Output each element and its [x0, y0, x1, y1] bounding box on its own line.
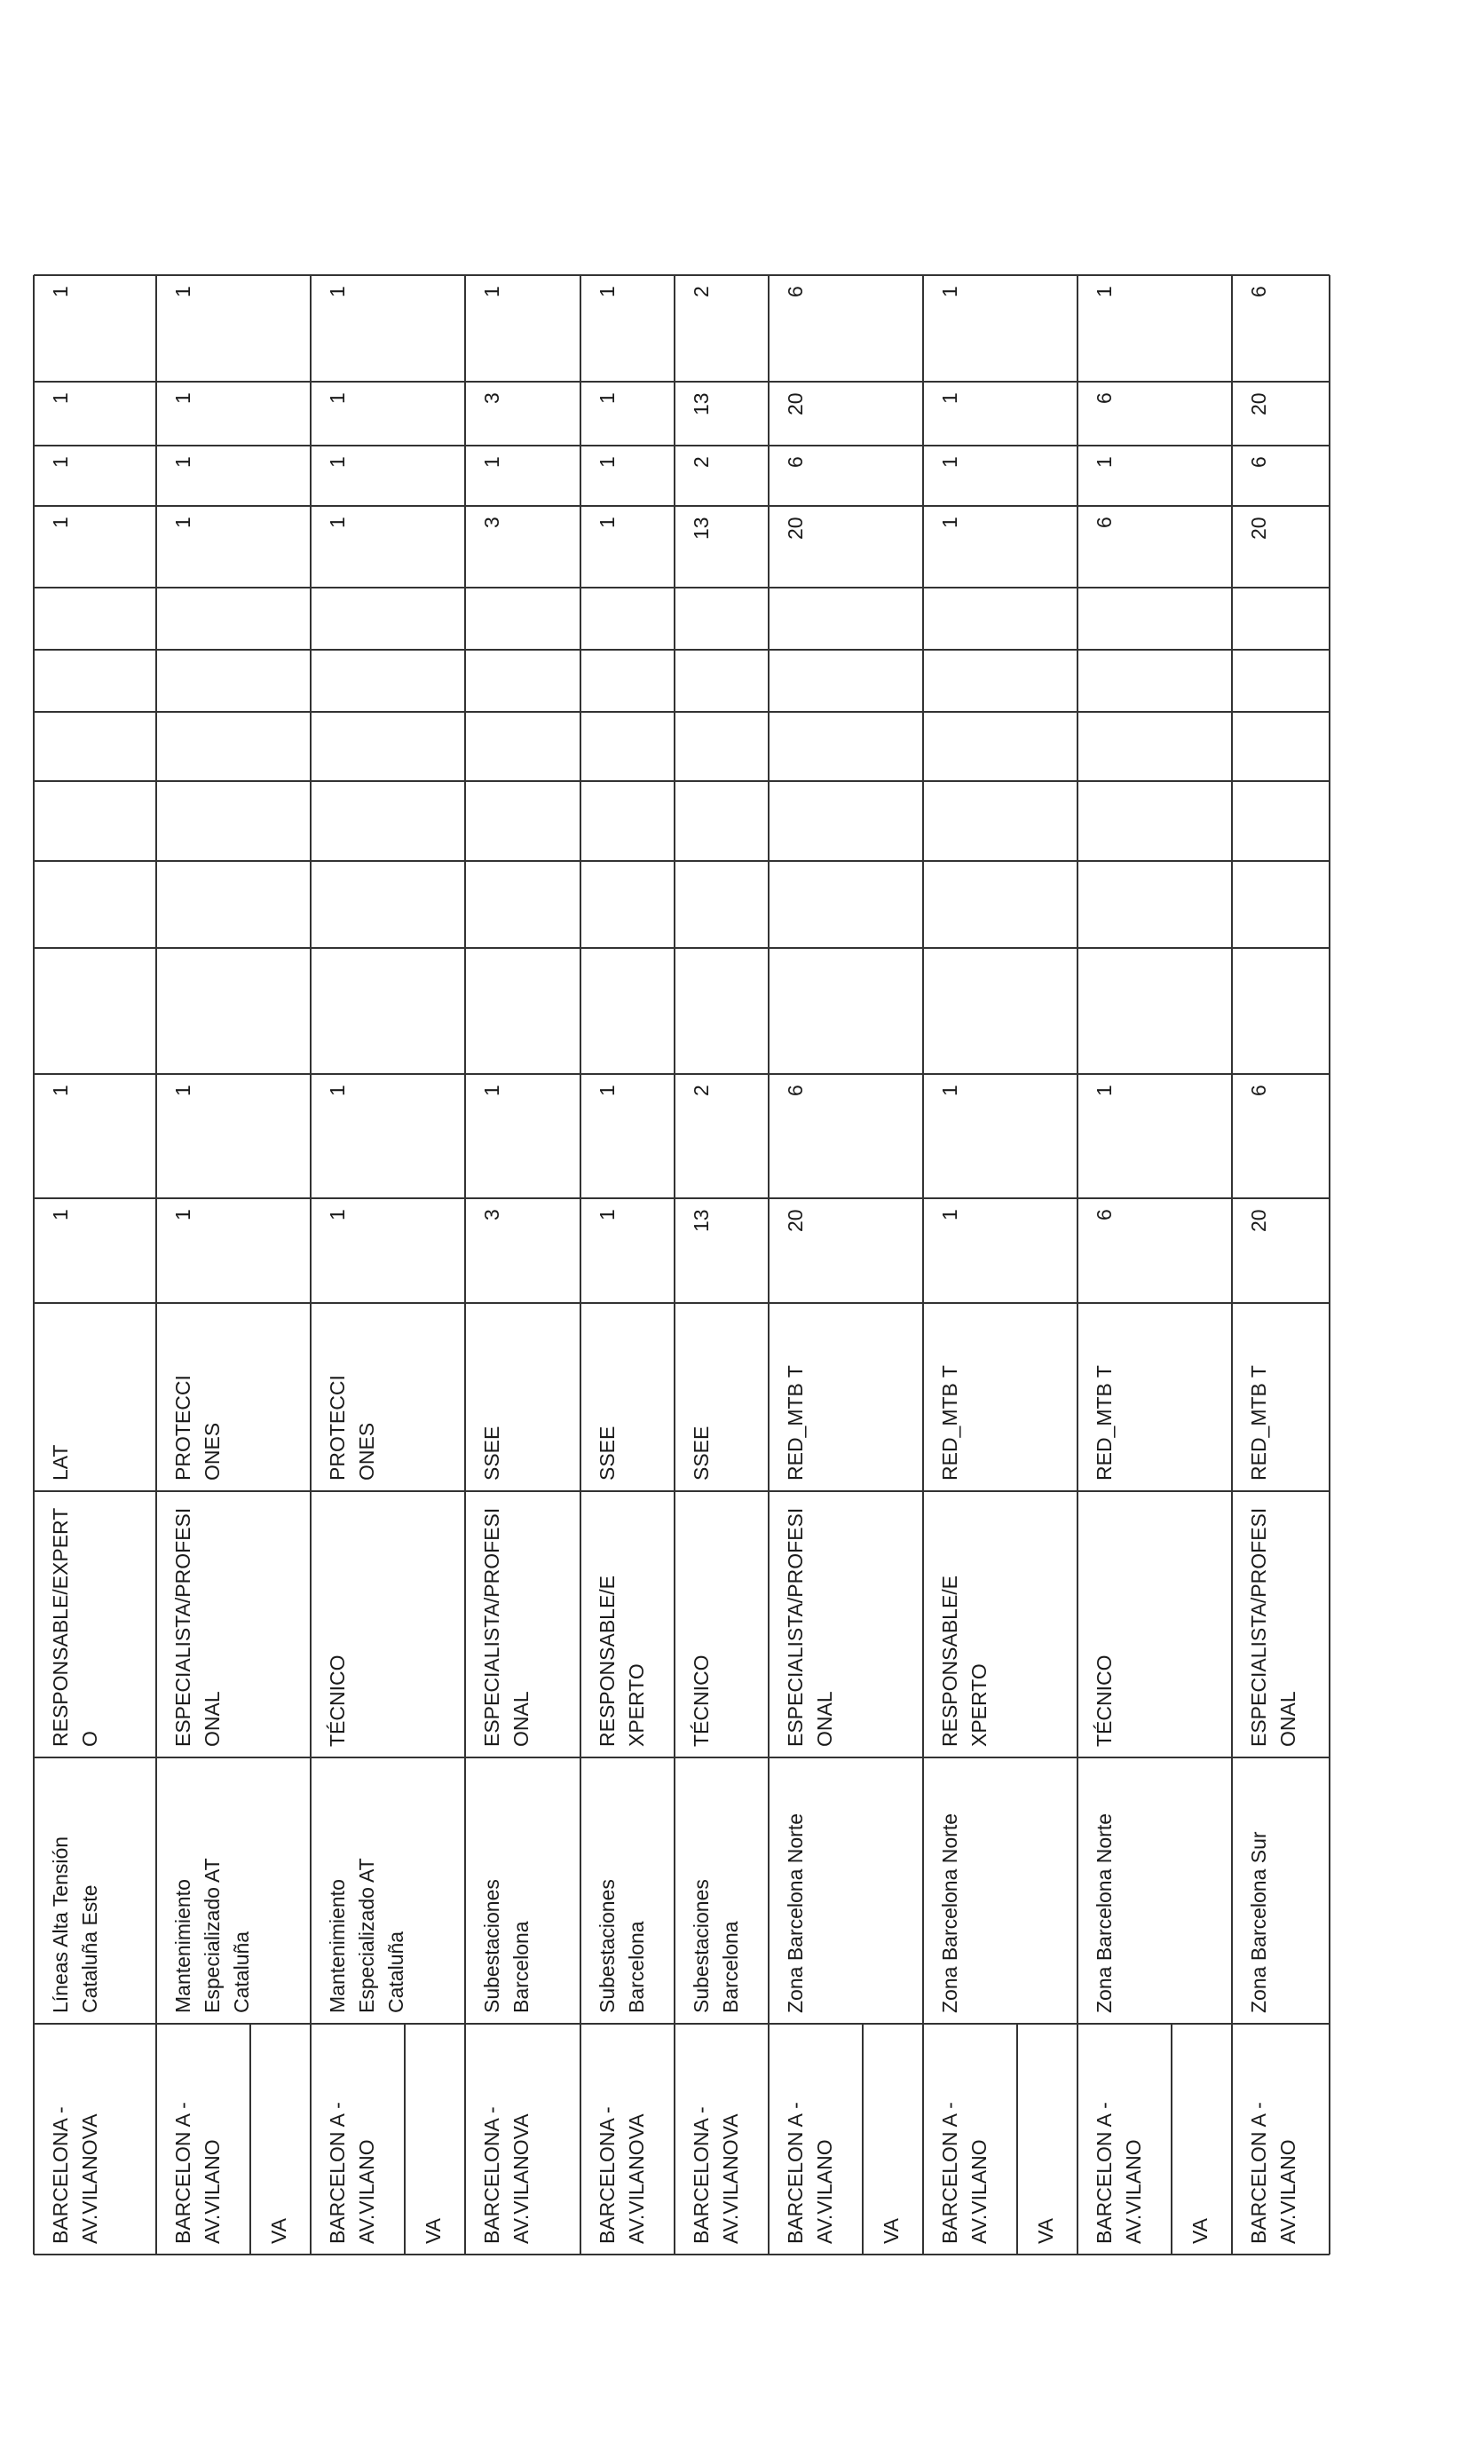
- row-rule-9: [1231, 275, 1233, 2255]
- cell-t1-text: 1: [171, 517, 194, 528]
- cell-area-text: PROTECCI ONES: [326, 1375, 378, 1481]
- cell-location-text: BARCELON A - AV.VILANO: [1093, 2102, 1145, 2244]
- cell-n1-text: 1: [171, 1209, 194, 1220]
- cell-t4-text: 1: [326, 286, 349, 297]
- cell-n2-text: 1: [49, 1085, 72, 1096]
- column-rule-0: [34, 2254, 1330, 2255]
- cell-t4-text: 6: [1247, 286, 1270, 297]
- column-rule-15: [34, 381, 1330, 383]
- row-rule-8: [1077, 275, 1078, 2255]
- subrow-rule-2: [404, 2024, 406, 2255]
- cell-t2-text: 1: [596, 456, 619, 468]
- cell-unit-text: Mantenimiento Especializado AT Cataluña: [171, 1858, 253, 2013]
- cell-unit-text: Zona Barcelona Norte: [784, 1812, 807, 2013]
- subrow-rule-8: [1171, 2024, 1172, 2255]
- cell-n1-text: 1: [596, 1209, 619, 1220]
- cell-location-text: BARCELONA - AV.VILANOVA: [49, 2106, 101, 2244]
- cell-area-text: RED_MTB T: [1247, 1365, 1270, 1481]
- cell-area-text: RED_MTB T: [938, 1365, 961, 1481]
- cell-t4-text: 2: [690, 286, 713, 297]
- cell-t2-text: 1: [480, 456, 503, 468]
- cell-t1-text: 1: [326, 517, 349, 528]
- cell-t3-text: 1: [171, 392, 194, 404]
- cell-area-text: SSEE: [596, 1425, 619, 1481]
- cell-t3-text: 13: [690, 392, 713, 415]
- cell-unit-text: Subestaciones Barcelona: [596, 1879, 648, 2013]
- row-rule-10: [1329, 275, 1330, 2255]
- cell-role-text: TÉCNICO: [1093, 1655, 1116, 1747]
- cell-n2-text: 6: [784, 1085, 807, 1096]
- cell-t3-text: 6: [1093, 392, 1116, 404]
- cell-area-text: RED_MTB T: [784, 1365, 807, 1481]
- cell-location-text: BARCELON A - AV.VILANO: [1247, 2102, 1299, 2244]
- cell-t4-text: 1: [49, 286, 72, 297]
- row-rule-5: [674, 275, 675, 2255]
- cell-t2-text: 6: [1247, 456, 1270, 468]
- column-rule-14: [34, 445, 1330, 446]
- column-rule-6: [34, 1073, 1330, 1075]
- cell-t3-text: 20: [784, 392, 807, 415]
- row-rule-7: [922, 275, 924, 2255]
- cell-t1-text: 1: [49, 517, 72, 528]
- cell-t3-text: 1: [49, 392, 72, 404]
- cell-t2-text: 1: [49, 456, 72, 468]
- row-rule-2: [310, 275, 312, 2255]
- cell-n1-text: 1: [938, 1209, 961, 1220]
- cell-t2-text: 6: [784, 456, 807, 468]
- cell-t2-text: 2: [690, 456, 713, 468]
- cell-t4-text: 1: [938, 286, 961, 297]
- cell-t3-text: 1: [596, 392, 619, 404]
- row-rule-6: [768, 275, 770, 2255]
- subrow-rule-6: [862, 2024, 864, 2255]
- cell-role-text: ESPECIALISTA/PROFESI ONAL: [480, 1507, 533, 1747]
- cell-t2-text: 1: [171, 456, 194, 468]
- cell-location-text: BARCELONA - AV.VILANOVA: [690, 2106, 742, 2244]
- cell-t1-text: 1: [596, 517, 619, 528]
- subrow-rule-1: [249, 2024, 251, 2255]
- cell-unit-text: Líneas Alta Tensión Cataluña Este: [49, 1836, 101, 2013]
- cell-area-text: LAT: [49, 1444, 72, 1481]
- cell-area-text: SSEE: [690, 1425, 713, 1481]
- cell-unit-text: Zona Barcelona Norte: [938, 1812, 961, 2013]
- cell-location-extra-text: VA: [1188, 2218, 1212, 2244]
- subrow-rule-7: [1016, 2024, 1018, 2255]
- cell-location-extra-text: VA: [880, 2218, 903, 2244]
- cell-location-text: BARCELONA - AV.VILANOVA: [480, 2106, 533, 2244]
- column-rule-10: [34, 711, 1330, 713]
- cell-role-text: ESPECIALISTA/PROFESI ONAL: [171, 1507, 224, 1747]
- column-rule-16: [34, 274, 1330, 276]
- cell-n1-text: 20: [784, 1209, 807, 1232]
- column-rule-9: [34, 780, 1330, 782]
- cell-location-extra-text: VA: [1034, 2218, 1057, 2244]
- cell-role-text: TÉCNICO: [690, 1655, 713, 1747]
- cell-t4-text: 6: [784, 286, 807, 297]
- cell-t1-text: 20: [1247, 517, 1270, 540]
- cell-n2-text: 1: [596, 1085, 619, 1096]
- cell-location-text: BARCELON A - AV.VILANO: [938, 2102, 991, 2244]
- column-rule-13: [34, 505, 1330, 507]
- cell-t3-text: 3: [480, 392, 503, 404]
- cell-n1-text: 13: [690, 1209, 713, 1232]
- column-rule-5: [34, 1197, 1330, 1199]
- row-rule-3: [464, 275, 466, 2255]
- cell-n2-text: 1: [938, 1085, 961, 1096]
- cell-unit-text: Zona Barcelona Sur: [1247, 1831, 1270, 2013]
- column-rule-12: [34, 587, 1330, 588]
- cell-location-text: BARCELON A - AV.VILANO: [171, 2102, 224, 2244]
- cell-n2-text: 6: [1247, 1085, 1270, 1096]
- cell-t1-text: 20: [784, 517, 807, 540]
- cell-t1-text: 3: [480, 517, 503, 528]
- cell-t4-text: 1: [596, 286, 619, 297]
- cell-n1-text: 3: [480, 1209, 503, 1220]
- column-rule-1: [34, 2023, 1330, 2025]
- row-rule-0: [33, 275, 35, 2255]
- column-rule-8: [34, 860, 1330, 862]
- cell-n1-text: 6: [1093, 1209, 1116, 1220]
- cell-n1-text: 20: [1247, 1209, 1270, 1232]
- cell-location-text: BARCELONA - AV.VILANOVA: [596, 2106, 648, 2244]
- cell-t3-text: 1: [938, 392, 961, 404]
- cell-unit-text: Subestaciones Barcelona: [480, 1879, 533, 2013]
- cell-t2-text: 1: [1093, 456, 1116, 468]
- cell-t4-text: 1: [480, 286, 503, 297]
- cell-t3-text: 1: [326, 392, 349, 404]
- cell-area-text: PROTECCI ONES: [171, 1375, 224, 1481]
- column-rule-3: [34, 1490, 1330, 1492]
- cell-role-text: RESPONSABLE/E XPERTO: [596, 1575, 648, 1747]
- cell-t3-text: 20: [1247, 392, 1270, 415]
- cell-role-text: ESPECIALISTA/PROFESI ONAL: [1247, 1507, 1299, 1747]
- cell-unit-text: Mantenimiento Especializado AT Cataluña: [326, 1858, 407, 2013]
- cell-role-text: TÉCNICO: [326, 1655, 349, 1747]
- cell-n2-text: 1: [171, 1085, 194, 1096]
- cell-n1-text: 1: [49, 1209, 72, 1220]
- cell-area-text: SSEE: [480, 1425, 503, 1481]
- cell-role-text: RESPONSABLE/E XPERTO: [938, 1575, 991, 1747]
- cell-n2-text: 1: [326, 1085, 349, 1096]
- cell-t4-text: 1: [1093, 286, 1116, 297]
- column-rule-2: [34, 1757, 1330, 1758]
- cell-location-text: BARCELON A - AV.VILANO: [326, 2102, 378, 2244]
- cell-t4-text: 1: [171, 286, 194, 297]
- cell-n2-text: 2: [690, 1085, 713, 1096]
- row-rule-4: [580, 275, 581, 2255]
- cell-location-extra-text: VA: [422, 2218, 445, 2244]
- column-rule-4: [34, 1302, 1330, 1304]
- cell-n1-text: 1: [326, 1209, 349, 1220]
- cell-t2-text: 1: [938, 456, 961, 468]
- column-rule-11: [34, 649, 1330, 651]
- cell-n2-text: 1: [1093, 1085, 1116, 1096]
- cell-t1-text: 6: [1093, 517, 1116, 528]
- cell-location-text: BARCELON A - AV.VILANO: [784, 2102, 836, 2244]
- cell-location-extra-text: VA: [267, 2218, 290, 2244]
- column-rule-7: [34, 947, 1330, 949]
- cell-unit-text: Zona Barcelona Norte: [1093, 1812, 1116, 2013]
- cell-role-text: ESPECIALISTA/PROFESI ONAL: [784, 1507, 836, 1747]
- cell-t1-text: 1: [938, 517, 961, 528]
- cell-t1-text: 13: [690, 517, 713, 540]
- cell-n2-text: 1: [480, 1085, 503, 1096]
- row-rule-1: [155, 275, 157, 2255]
- cell-t2-text: 1: [326, 456, 349, 468]
- cell-unit-text: Subestaciones Barcelona: [690, 1879, 742, 2013]
- cell-area-text: RED_MTB T: [1093, 1365, 1116, 1481]
- cell-role-text: RESPONSABLE/EXPERT O: [49, 1507, 101, 1747]
